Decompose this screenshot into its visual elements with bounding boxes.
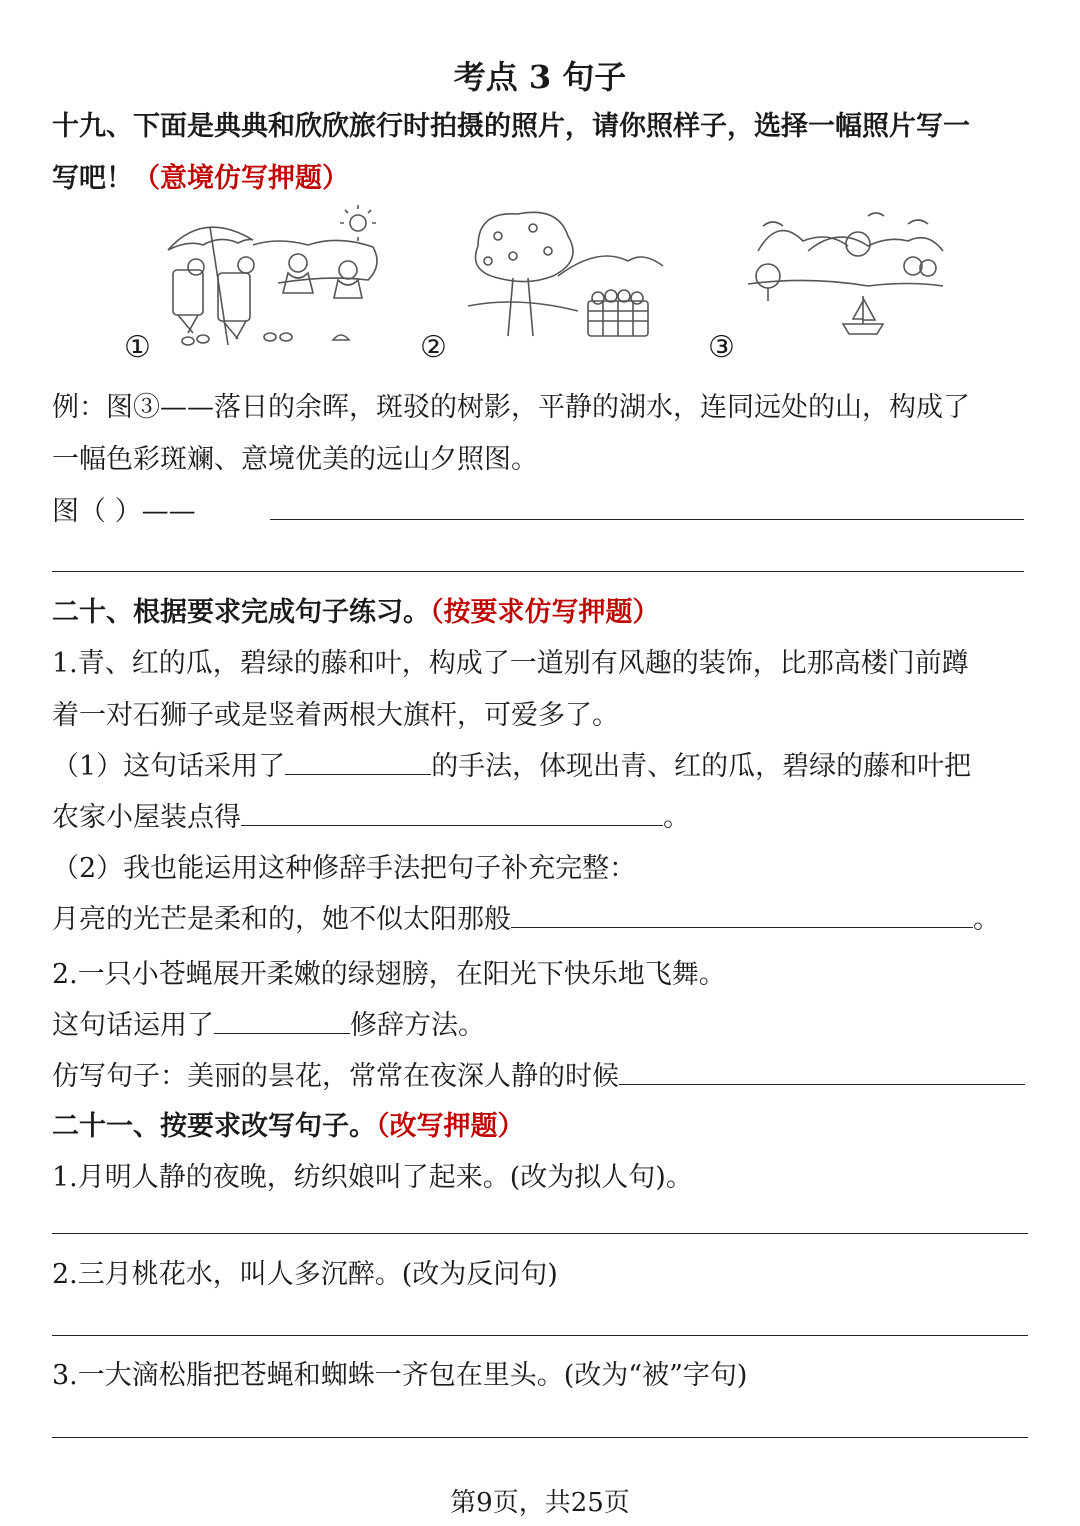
q20-part3-prefix: 月亮的光芒是柔和的，她不似太阳那般: [52, 904, 511, 935]
q20-imitation-line: [52, 1054, 1025, 1093]
example-line-2: 一幅色彩斑斓、意境优美的远山夕照图。: [52, 444, 538, 475]
technique-blank[interactable]: [285, 748, 431, 775]
q21-heading: [52, 1104, 525, 1143]
answer-blank-line[interactable]: [270, 519, 1024, 520]
q19-heading-line2: [52, 156, 349, 195]
q20-part1b-prefix: 农家小屋装点得: [52, 802, 241, 833]
q20-s2a-suffix: 修辞方法。: [350, 1010, 485, 1041]
answer-blank-line-2[interactable]: [52, 571, 1024, 572]
q20-sentence-1b: 着一对石狮子或是竖着两根大旗杆，可爱多了。: [52, 700, 619, 731]
q19-heading-text-2: 写吧！: [52, 163, 133, 194]
q21-answer-line-3[interactable]: [52, 1437, 1028, 1438]
q20-part1-prefix: （1）这句话采用了: [52, 751, 286, 782]
q20-part1-suffix: 的手法，体现出青、红的瓜，碧绿的藤和叶把: [431, 751, 972, 782]
q20-part1-line-a: [52, 744, 971, 783]
q20-s2a-prefix: 这句话运用了: [52, 1010, 214, 1041]
q20-imitation-prefix: 仿写句子：美丽的昙花，常常在夜深人静的时候: [52, 1061, 619, 1092]
q21-item-3: 3.一大滴松脂把苍蝇和蜘蛛一齐包在里头。(改为“被”字句): [52, 1360, 748, 1391]
moon-blank[interactable]: [511, 901, 973, 928]
page-footer: 第9页，共25页: [450, 1488, 630, 1518]
q21-answer-line-2[interactable]: [52, 1335, 1028, 1336]
q21-item-2: 2.三月桃花水，叫人多沉醉。(改为反问句): [52, 1259, 558, 1290]
q20-part1-line-b: [52, 795, 690, 834]
q21-heading-text: 二十一、按要求改写句子。: [52, 1111, 376, 1142]
q20-part1b-suffix: 。: [663, 802, 690, 833]
q20-part3-suffix: 。: [973, 904, 1000, 935]
q20-part2: （2）我也能运用这种修辞手法把句子补充完整：: [52, 853, 637, 884]
q20-heading-text: 二十、根据要求完成句子练习。: [52, 597, 430, 628]
example-line-1: 例：图③——落日的余晖，斑驳的树影，平静的湖水，连同远处的山，构成了: [52, 392, 970, 423]
picture-3-number: ③: [708, 330, 735, 365]
q21-item-1: 1.月明人静的夜晚，纺织娘叫了起来。(改为拟人句)。: [52, 1162, 693, 1193]
q19-tag: （意境仿写押题）: [133, 163, 349, 194]
q21-tag: （改写押题）: [376, 1111, 525, 1142]
q20-part3-line: [52, 897, 1000, 936]
q21-answer-line-1[interactable]: [52, 1233, 1028, 1234]
answer-prefix: 图（ ）——: [52, 496, 196, 527]
q19-heading-text: 十九、下面是典典和欣欣旅行时拍摄的照片，请你照样子，选择一幅照片写一: [52, 111, 970, 142]
q20-tag: （按要求仿写押题）: [430, 597, 660, 628]
decoration-blank[interactable]: [241, 799, 663, 826]
q20-sentence-2: 2.一只小苍蝇展开柔嫩的绿翅膀，在阳光下快乐地飞舞。: [52, 959, 726, 990]
sunset-lake-picture-icon: [748, 206, 948, 346]
page-title: 考点 3 句子: [453, 58, 627, 96]
orchard-picture-icon: [458, 206, 668, 346]
q20-s2-rhetoric-line: [52, 1003, 485, 1042]
picture-1-number: ①: [124, 330, 151, 365]
imitation-blank[interactable]: [619, 1058, 1025, 1085]
q20-sentence-1a: 1.青、红的瓜，碧绿的藤和叶，构成了一道别有风趣的装饰，比那高楼门前蹲: [52, 648, 969, 679]
q19-heading: [52, 104, 970, 143]
q20-heading: [52, 590, 660, 629]
beach-picture-icon: [158, 205, 398, 355]
rhetoric-blank[interactable]: [214, 1007, 350, 1034]
picture-2-number: ②: [420, 330, 447, 365]
